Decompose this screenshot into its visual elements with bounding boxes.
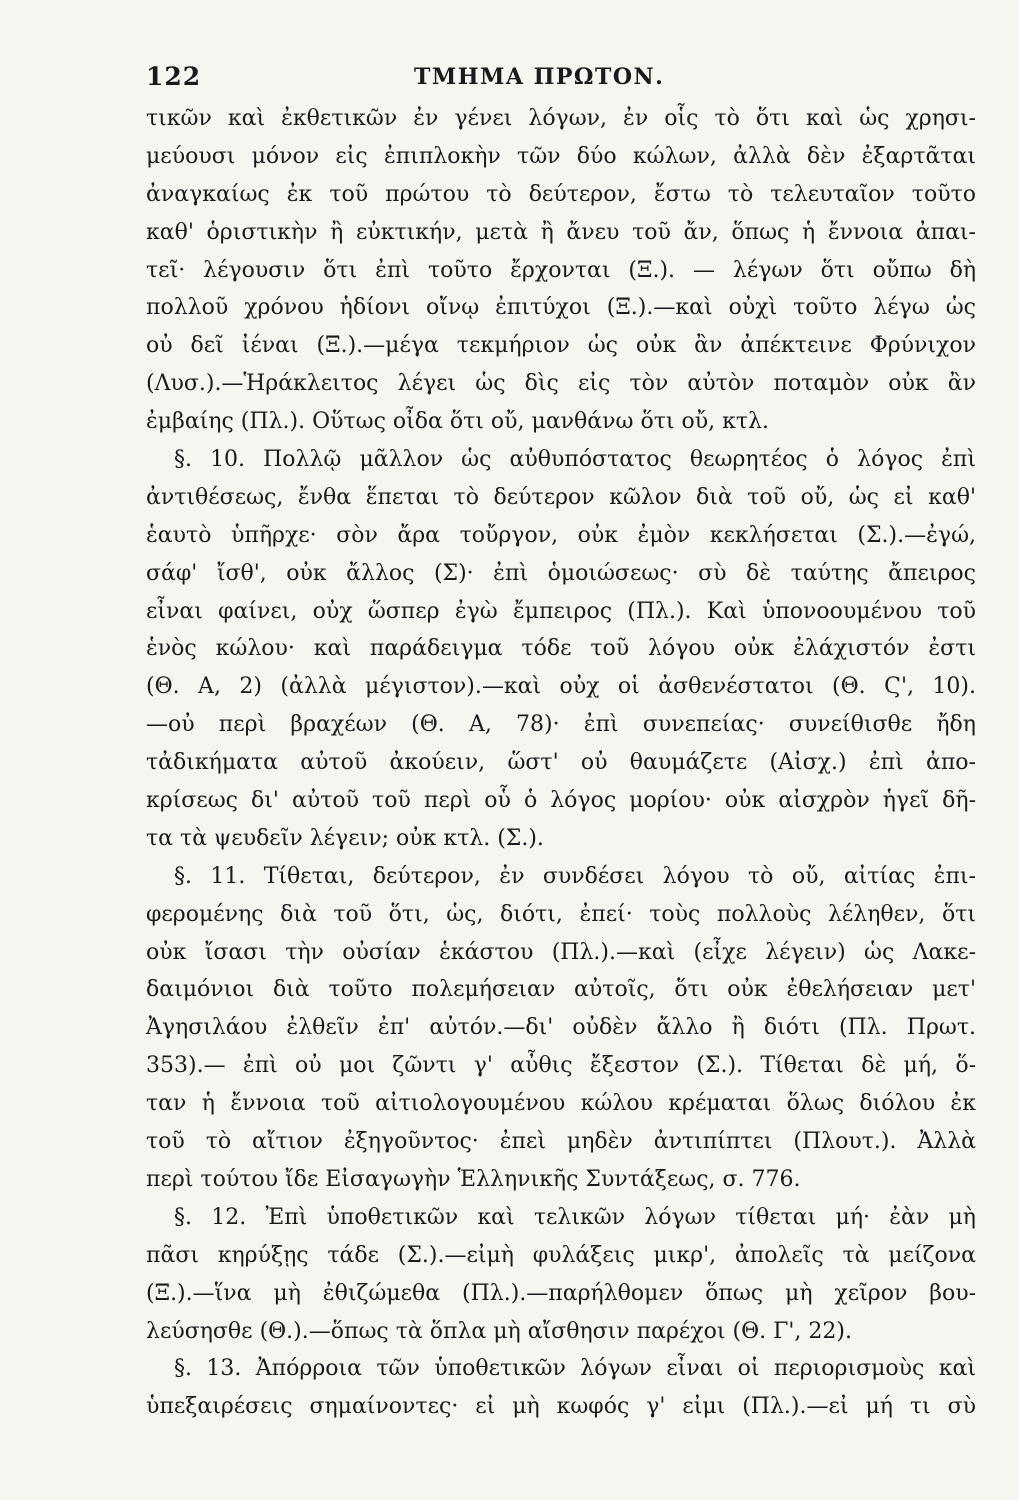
- page-header: [146, 62, 976, 98]
- text-line: εἶναι φαίνει, οὐχ ὥσπερ ἐγὼ ἔμπειρος (Πλ.). Καὶ ὑπονοουμένου τοῦ: [146, 598, 976, 624]
- text-line: λεύσησθε (Θ.).—ὅπως τὰ ὅπλα μὴ αἴσθησιν παρέχοι (Θ. Γ', 22).: [146, 1318, 852, 1344]
- text-line: σάφ' ἴσθ', οὐκ ἄλλος (Σ)· ἐπὶ ὁμοιώσεως· σὺ δὲ ταύτης ἄπειρος: [146, 560, 976, 586]
- text-line: οὐ δεῖ ἰέναι (Ξ.).—μέγα τεκμήριον ὡς οὐκ ἂν ἀπέκτεινε Φρύνιχον: [146, 333, 976, 359]
- section-heading-line: §. 12. Ἐπὶ ὑποθετικῶν καὶ τελικῶν λόγων τίθεται μή· ἐὰν μὴ: [174, 1204, 976, 1230]
- text-line: ὑπεξαιρέσεις σημαίνοντες· εἰ μὴ κωφός γ' εἰμι (Πλ.).—εἰ μή τι σὺ: [146, 1394, 976, 1420]
- text-line: καθ' ὁριστικὴν ἢ εὐκτικήν, μετὰ ἢ ἄνευ τοῦ ἄν, ὅπως ἡ ἔννοια ἀπαι-: [146, 219, 976, 245]
- text-line: ἑαυτὸ ὑπῆρχε· σὸν ἄρα τοὔργον, οὐκ ἐμὸν κεκλήσεται (Σ.).—ἐγώ,: [146, 522, 976, 548]
- text-line: δαιμόνιοι διὰ τοῦτο πολεμήσειαν αὐτοῖς, ὅτι οὐκ ἐθελήσειαν μετ': [146, 977, 976, 1003]
- text-line: τοῦ τὸ αἴτιον ἐξηγοῦντος· ἐπεὶ μηδὲν ἀντιπίπτει (Πλουτ.). Ἀλλὰ: [146, 1129, 976, 1155]
- text-line: τα τὰ ψευδεῖν λέγειν; οὐκ κτλ. (Σ.).: [146, 825, 544, 851]
- text-line: πολλοῦ χρόνου ἡδίονι οἴνῳ ἐπιτύχοι (Ξ.).—καὶ οὐχὶ τοῦτο λέγω ὡς: [146, 295, 976, 321]
- text-line: τικῶν καὶ ἐκθετικῶν ἐν γένει λόγων, ἐν οἷς τὸ ὅτι καὶ ὡς χρησι-: [146, 106, 976, 131]
- running-head: ΤΜΗΜΑ ΠΡΩΤΟΝ.: [414, 64, 665, 90]
- text-line: κρίσεως δι' αὐτοῦ τοῦ περὶ οὗ ὁ λόγος μορίου· οὐκ αἰσχρὸν ἡγεῖ δῆ-: [146, 788, 976, 814]
- text-line: μεύουσι μόνον εἰς ἐπιπλοκὴν τῶν δύο κώλων, ἀλλὰ δὲν ἐξαρτᾶται: [146, 143, 976, 169]
- text-line: Ἀγησιλάου ἐλθεῖν ἐπ' αὐτόν.—δι' οὐδὲν ἄλλο ἢ διότι (Πλ. Πρωτ.: [146, 1015, 976, 1041]
- section-heading-line: §. 11. Τίθεται, δεύτερον, ἐν συνδέσει λόγου τὸ οὔ, αἰτίας ἐπι-: [174, 863, 976, 889]
- page-number: 122: [146, 62, 202, 91]
- text-line: ταν ἡ ἔννοια τοῦ αἰτιολογουμένου κώλου κρέμαται ὅλως διόλου ἐκ: [146, 1091, 976, 1117]
- body-text: [146, 100, 976, 1426]
- text-line: (Ξ.).—ἵνα μὴ ἐθιζώμεθα (Πλ.).—παρήλθομεν ὅπως μὴ χεῖρον βου-: [146, 1280, 976, 1306]
- text-line: (Λυσ.).—Ἡράκλειτος λέγει ὡς δὶς εἰς τὸν αὐτὸν ποταμὸν οὐκ ἂν: [146, 371, 976, 397]
- text-line: ἀντιθέσεως, ἔνθα ἕπεται τὸ δεύτερον κῶλον διὰ τοῦ οὔ, ὡς εἰ καθ': [146, 484, 976, 510]
- text-line: τἀδικήματα αὐτοῦ ἀκούειν, ὥστ' οὐ θαυμάζετε (Αἰσχ.) ἐπὶ ἀπο-: [146, 750, 976, 776]
- text-line: —οὐ περὶ βραχέων (Θ. Α, 78)· ἐπὶ συνεπείας· συνείθισθε ἤδη: [146, 712, 976, 738]
- text-line: ἑνὸς κώλου· καὶ παράδειγμα τόδε τοῦ λόγου οὐκ ἐλάχιστόν ἐστι: [146, 636, 976, 662]
- text-line: ἐμβαίης (Πλ.). Οὕτως οἶδα ὅτι οὔ, μανθάνω ὅτι οὔ, κτλ.: [146, 409, 769, 435]
- text-line: πᾶσι κηρύξῃς τάδε (Σ.).—εἰμὴ φυλάξεις μικρ', ἀπολεῖς τὰ μείζονα: [146, 1242, 976, 1268]
- text-line: 353).— ἐπὶ οὐ μοι ζῶντι γ' αὖθις ἔξεστον (Σ.). Τίθεται δὲ μή, ὅ-: [146, 1053, 976, 1079]
- text-line: (Θ. Α, 2) (ἀλλὰ μέγιστον).—καὶ οὐχ οἱ ἀσθενέστατοι (Θ. Ϛ', 10).: [146, 674, 976, 700]
- text-line: οὐκ ἴσασι τὴν οὐσίαν ἑκάστου (Πλ.).—καὶ (εἶχε λέγειν) ὡς Λακε-: [146, 939, 976, 965]
- section-heading-line: §. 13. Ἀπόρροια τῶν ὑποθετικῶν λόγων εἶναι οἱ περιορισμοὺς καὶ: [174, 1356, 976, 1382]
- section-heading-line: §. 10. Πολλῷ μᾶλλον ὡς αὐθυπόστατος θεωρητέος ὁ λόγος ἐπὶ: [174, 447, 976, 473]
- text-line: περὶ τούτου ἴδε Εἰσαγωγὴν Ἑλληνικῆς Συντάξεως, σ. 776.: [146, 1166, 801, 1192]
- text-line: ἀναγκαίως ἐκ τοῦ πρώτου τὸ δεύτερον, ἔστω τὸ τελευταῖον τοῦτο: [146, 181, 976, 207]
- text-line: τεῖ· λέγουσιν ὅτι ἐπὶ τοῦτο ἔρχονται (Ξ.). — λέγων ὅτι οὔπω δὴ: [146, 257, 976, 283]
- text-line: φερομένης διὰ τοῦ ὅτι, ὡς, διότι, ἐπεί· τοὺς πολλοὺς λέληθεν, ὅτι: [146, 901, 976, 927]
